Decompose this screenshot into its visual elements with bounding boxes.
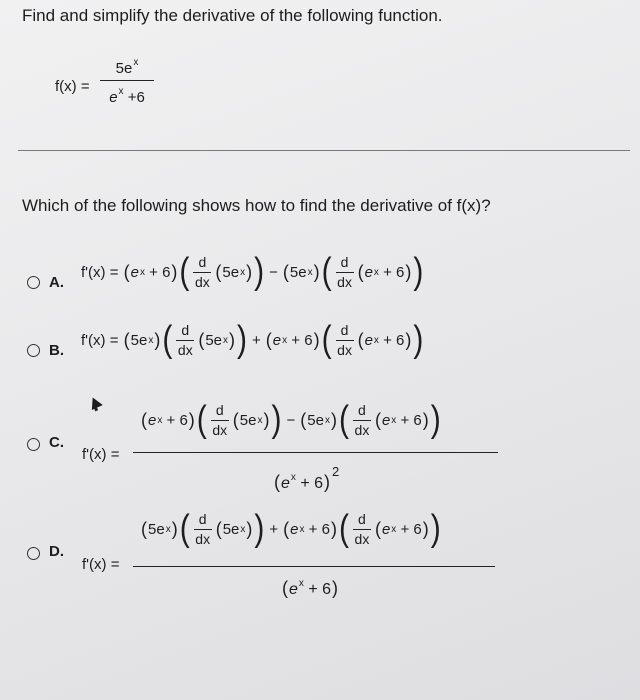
option-c-lhs: f'(x) =	[82, 446, 120, 463]
option-d-numerator[interactable]: ( 5e x ) ( d dx ( 5e x ) ) + ( e x + 6 ) ( d dx ( e x + 6 ) )	[141, 507, 441, 550]
function-denominator: $e^x +6$	[109, 86, 145, 106]
option-d-fraction-bar	[133, 566, 495, 567]
option-a-radio[interactable]	[27, 276, 40, 289]
option-b-radio[interactable]	[27, 344, 40, 357]
option-c-letter: C.	[49, 434, 64, 451]
option-d-letter: D.	[49, 543, 64, 560]
question-title: Find and simplify the derivative of the following function.	[22, 6, 443, 25]
option-c-fraction-bar	[133, 452, 498, 453]
option-c-numerator[interactable]: ( e x + 6 ) ( d dx ( 5e x ) ) − ( 5e x ) ( d dx ( e x + 6 ) )	[141, 398, 441, 441]
option-c-radio[interactable]	[27, 438, 40, 451]
option-d-radio[interactable]	[27, 547, 40, 560]
function-label: f(x) =	[55, 78, 90, 95]
function-numerator: $5e^x$	[115, 57, 139, 77]
section-divider	[18, 150, 630, 151]
option-a-letter: A.	[49, 274, 64, 291]
option-b-expression[interactable]: f'(x) = ( 5e x ) ( d dx ( 5e x ) ) + ( e x + 6 ) ( d dx ( e x + 6 ) )	[81, 318, 424, 361]
option-a-expression[interactable]: f'(x) = ( e x + 6 ) ( d dx ( 5e x ) ) − ( 5e x ) ( d dx ( e x + 6 ) )	[81, 250, 424, 293]
option-d-lhs: f'(x) =	[82, 556, 120, 573]
sub-question: Which of the following shows how to find the derivative of f(x)?	[22, 196, 491, 215]
option-b-letter: B.	[49, 342, 64, 359]
function-fraction	[100, 57, 154, 106]
option-d-denominator: $(e^x + 6)$	[282, 578, 339, 598]
option-c-denominator: $(e^x + 6)^2$	[274, 464, 340, 492]
